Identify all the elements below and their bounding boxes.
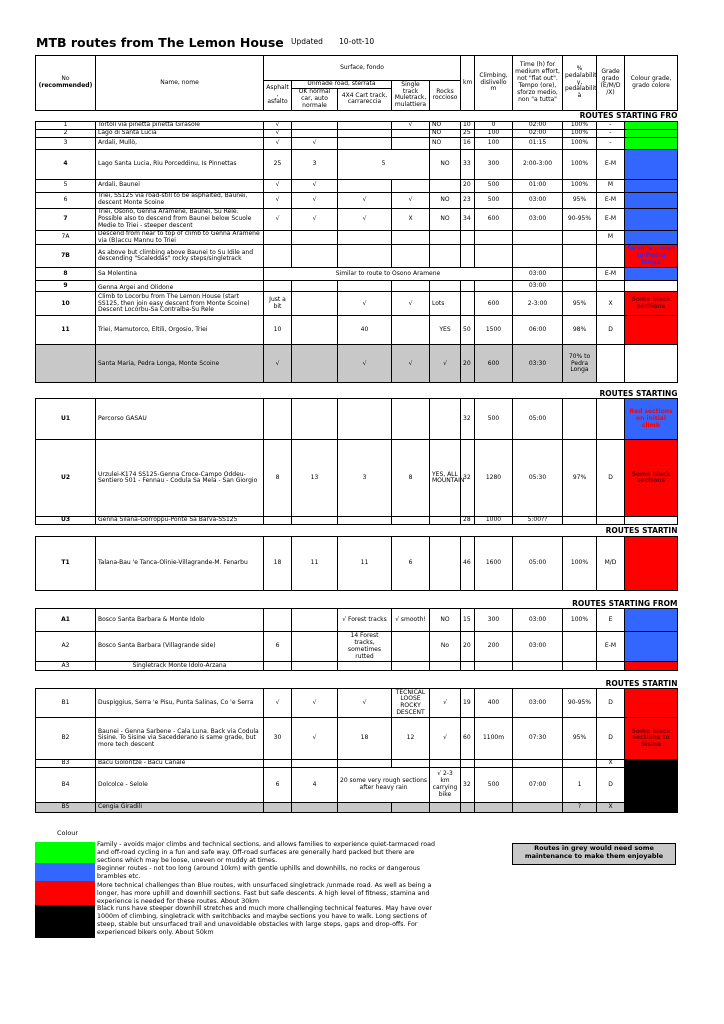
- section-header: ROUTES STARTING: [36, 383, 678, 399]
- col-rocks: Rocks roccioso: [430, 81, 461, 111]
- table-row: 7B As above but climbing above Baunei to Su Idile and descending "Scaleddas" rocky steps/singletrack Su Idile - road to Pedra longa: [36, 245, 678, 268]
- table-row: 8 Sa Molentina Similar to route to Osono Aramene 03:00 E-M: [36, 268, 678, 281]
- table-row: 7A Descend from near to top of climb to Genna Aramene via (B)accu Mannu to Triei M: [36, 230, 678, 245]
- table-row: 3 Ardali, Mullò, √ √ NO 16 100 01:15 100% -: [36, 137, 678, 149]
- table-row: U2 Urzulei-K174 SS125-Genna Croce-Campo Oddeu-Sentiero 501 - Fennau - Codula Sa Mela - San Giorgio 8 13 3 8 YES, ALL MOUNTAIN 32 1280 05:30 97% D Some black sections: [36, 440, 678, 517]
- section-header: ROUTES STARTIN: [36, 525, 678, 537]
- col-no: No (recommended): [36, 56, 96, 111]
- table-row: 10 Climb to Locorbu from The Lemon House (start SS125, then join easy descent from Monte Scoine) Descent Locorbu-Sa Contralba-Su Rele Just a bit √ √ Lots 600 2-3:00 95% X Some black sections: [36, 292, 678, 316]
- routes-table: [35, 55, 678, 813]
- header: [36, 32, 696, 54]
- col-km: km: [461, 56, 475, 111]
- table-row: 9 Genna Argei and Olidone 03:00: [36, 281, 678, 292]
- col-climbing: Climbing, dislivello m: [475, 56, 513, 111]
- table-row: T1 Talana-Bau 'e Tanca-Olinie-Villagrande-M. Fenarbu 18 11 11 6 46 1600 05:00 100% M/D: [36, 537, 678, 591]
- table-row: 4 Lago Santa Lucia, Riu Porceddinu, Is Pinnettas 25 3 5 NO 33 300 2:00-3:00 100% E-M: [36, 149, 678, 179]
- table-row: A3 Singletrack Monte Idolo-Arzana: [36, 662, 678, 671]
- legend-text-blue: Beginner routes - not too long (around 10km) with gentle uphills and downhills, no rocks or dangerous brambles etc.: [97, 865, 420, 880]
- table-row: 2 Lago di Santa Lucia √ NO 25 100 02:00 100% -: [36, 129, 678, 137]
- table-row: U3 Genna Silana-Gorroppu-Ponte Sa Barva-SS125 28 1000 5:00??: [36, 517, 678, 525]
- col-ok-normal: OK normal car, auto normale: [292, 88, 338, 110]
- table-row: Santa Maria, Pedra Longa, Monte Scoine √ √ √ √ 20 600 03:30 70% to Pedra Longa: [36, 345, 678, 383]
- table-row: B5 Cengia Giradili ? X: [36, 803, 678, 813]
- table-row: B2 Baunei - Genna Sarbene - Cala Luna. Back via Codula Sisine. To Sisine via Sacedderano is same grade, but more tech descent 30 √ 18 12 √ 60 1100m 07:30 95% D Some black sections to Sisine: [36, 718, 678, 760]
- col-single: Single track Muletrack, mulattiera: [392, 81, 430, 111]
- table-row: 5 Ardali, Baunei √ √ 20 500 01:00 100% M: [36, 179, 678, 192]
- table-row: 1 Tortolì via pinetta pinetta Girasole √ √ NO 10 0 02:00 100% -: [36, 121, 678, 129]
- col-asphalt: Asphalt , asfalto: [264, 81, 292, 111]
- legend-text-red: More technical challenges than Blue routes, with unsurfaced singletrack /unmade road. As well as being a longer, has more uphill and downhill sections. Fast but safe descents. A high level of fitness, stamina and experience is needed for these routes. About 30km: [97, 882, 432, 905]
- legend-text-green: Family - avoids major climbs and technical sections, and allows families to experience quiet-tarmaced road and off-road cycling in a fun and safe way. Off-road surfaces are generally hard packed but there are sections which may be loose, uneven or muddy at times.: [97, 841, 435, 864]
- table-row: U1 Percorso GASAU 32 500 05:00 Red sections on initial climb: [36, 399, 678, 440]
- table-row: B1 Duspiggius, Serra 'e Pisu, Punta Salinas, Co 'e Serra √ √ √ TECNICAL LOOSE ROCKY DESCENT √ 19 400 03:00 90-95% D: [36, 689, 678, 718]
- legend-swatch-green: [35, 842, 95, 863]
- col-colour: Colour grade, grado colore: [625, 56, 678, 111]
- legend-swatch-black: [35, 905, 95, 938]
- table-row: 7 Triei, Osono, Genna Aramene, Baunei, Su Rele. Possible also to descend from Baunei below Scuole Medie to Triei - steeper descent √ √ √ X NO 34 600 03:00 90-95% E-M: [36, 208, 678, 230]
- col-pct: % pedalabilit y, pedalabilit à: [563, 56, 597, 111]
- legend-text-black: Black runs have steeper downhill stretches and much more challenging technical features. May have over 1000m of climbing, singletrack with switchbacks and maybe sections you have to walk. Long sections of steep, stable but unsurfaced trail and unavoidable obstacles with large steps, gaps and drop-offs. For experienced bikers only. About 50km: [97, 905, 432, 936]
- updated-label: Updated: [291, 37, 323, 46]
- table-row: 6 Triei, SS125 via road-still to be asphalted, Baunei, descent Monte Scoine √ √ √ √ NO 23 500 03:00 95% E-M: [36, 192, 678, 208]
- section-header: ROUTES STARTING FROM: [36, 591, 678, 609]
- legend-swatch-red: [35, 881, 95, 905]
- legend-label: Colour: [57, 829, 79, 837]
- table-row: 11 Triei, Mamutorco, Eltili, Orgosio, Triei 10 40 YES 50 1500 06:00 98% D: [36, 316, 678, 345]
- table-row: A2 Bosco Santa Barbara (Villagrande side) 6 14 Forest tracks, sometimes rutted No 20 200 03:00 E-M: [36, 632, 678, 662]
- col-unmade: Unmade road, sterrata: [292, 81, 392, 89]
- col-name: Name, nome: [96, 56, 264, 111]
- table-row: B3 Bacu Goloritzè - Bacu Canale X: [36, 760, 678, 768]
- section-header: ROUTES STARTING FRO: [36, 110, 678, 121]
- col-4x4: 4X4 Cart track, carrareccia: [338, 88, 392, 110]
- table-row: B4 Dolcolce - Selole 6 4 20 some very rough sections after heavy rain √ 2-3 km carrying bike 32 500 07:00 1 D: [36, 768, 678, 803]
- col-time: Time (h) for medium effort, not "flat out". Tempo (ore), sforzo medio, non "a tutta": [513, 56, 563, 111]
- legend-swatch-blue: [35, 863, 95, 881]
- table-row: A1 Bosco Santa Barbara & Monte Idolo √ Forest tracks √ smooth! NO 15 300 03:00 100% E: [36, 609, 678, 632]
- col-grade: Grade grado (E/M/D /X): [597, 56, 625, 111]
- updated-date: 10-ott-10: [339, 37, 375, 46]
- page-title: MTB routes from The Lemon House: [36, 35, 284, 50]
- col-surface: Surface, fondo: [264, 56, 461, 81]
- section-header: ROUTES STARTIN: [36, 671, 678, 689]
- grey-routes-note: Routes in grey would need some maintenance to make them enjoyable: [512, 843, 676, 865]
